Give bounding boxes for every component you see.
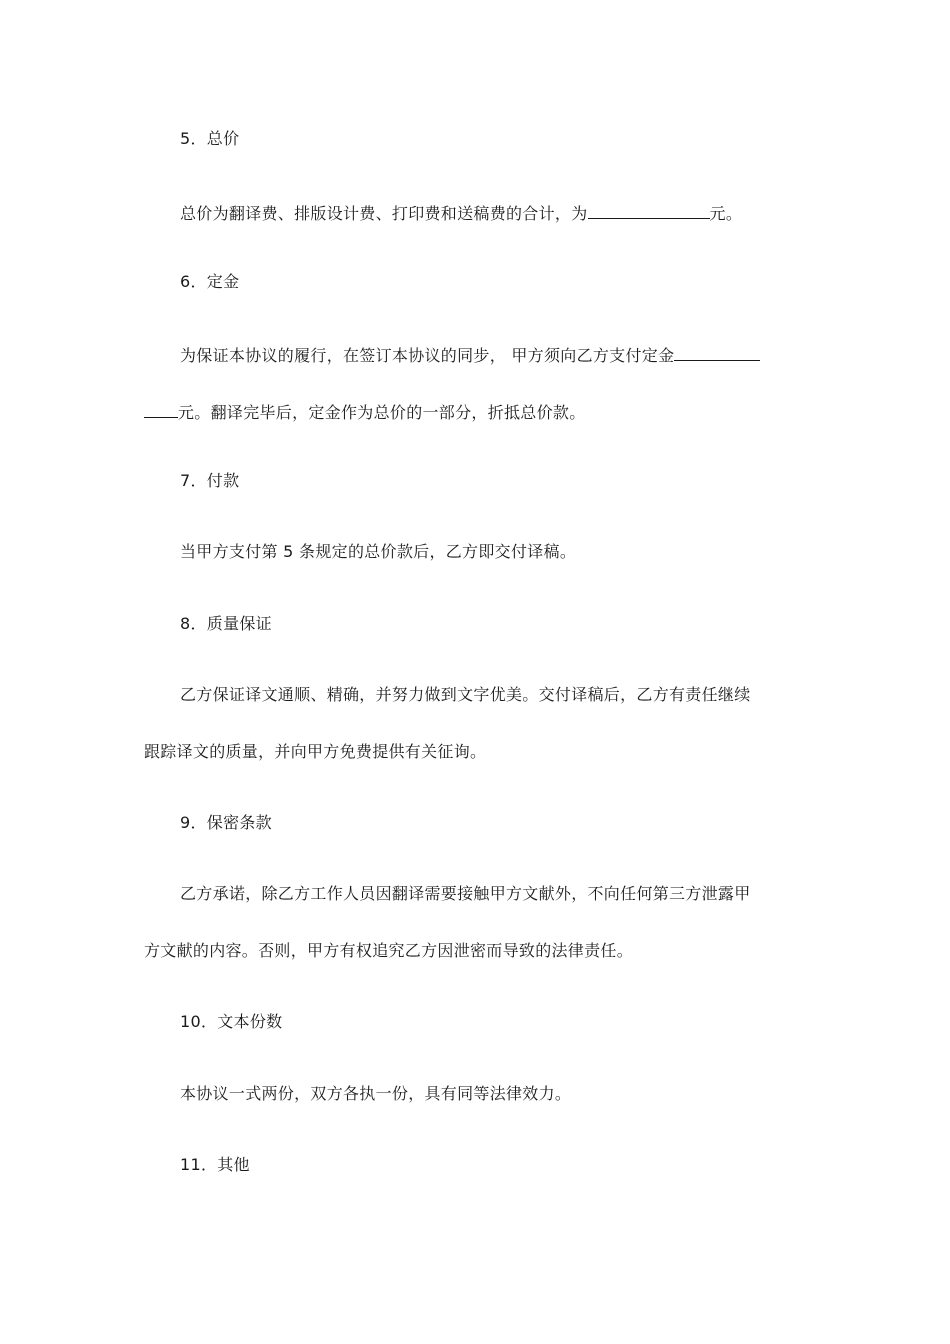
- section-heading-total-price: 5．总价: [180, 129, 240, 148]
- paragraph-deposit-line-1: [180, 343, 760, 366]
- section-heading-deposit: 6．定金: [180, 272, 240, 291]
- paragraph-quality-line-2: 跟踪译文的质量，并向甲方免费提供有关征询。: [144, 742, 487, 761]
- paragraph-total-price: [180, 201, 742, 224]
- paragraph-confidentiality-line-1: 乙方承诺，除乙方工作人员因翻译需要接触甲方文献外，不向任何第三方泄露甲: [180, 884, 751, 903]
- section-heading-payment: 7．付款: [180, 471, 240, 490]
- paragraph-text: 总价为翻译费、排版设计费、打印费和送稿费的合计，为: [180, 204, 588, 223]
- fill-in-blank: [588, 201, 710, 219]
- fill-in-blank: [144, 400, 178, 418]
- fill-in-blank: [674, 343, 760, 361]
- paragraph-confidentiality-line-2: 方文献的内容。否则，甲方有权追究乙方因泄密而导致的法律责任。: [144, 941, 634, 960]
- section-heading-copies: 10．文本份数: [180, 1012, 283, 1031]
- paragraph-quality-line-1: 乙方保证译文通顺、精确，并努力做到文字优美。交付译稿后，乙方有责任继续: [180, 685, 751, 704]
- section-heading-other: 11．其他: [180, 1155, 250, 1174]
- section-heading-confidentiality: 9．保密条款: [180, 813, 272, 832]
- paragraph-payment: 当甲方支付第 5 条规定的总价款后，乙方即交付译稿。: [180, 542, 577, 561]
- paragraph-copies: 本协议一式两份，双方各执一份，具有同等法律效力。: [180, 1084, 572, 1103]
- paragraph-text: 为保证本协议的履行，在签订本协议的同步， 甲方须向乙方支付定金: [180, 346, 675, 365]
- section-heading-quality: 8．质量保证: [180, 614, 272, 633]
- paragraph-text: 元。: [709, 204, 743, 223]
- paragraph-deposit-line-2: [144, 400, 586, 423]
- paragraph-text: 元。翻译完毕后，定金作为总价的一部分，折抵总价款。: [178, 403, 586, 422]
